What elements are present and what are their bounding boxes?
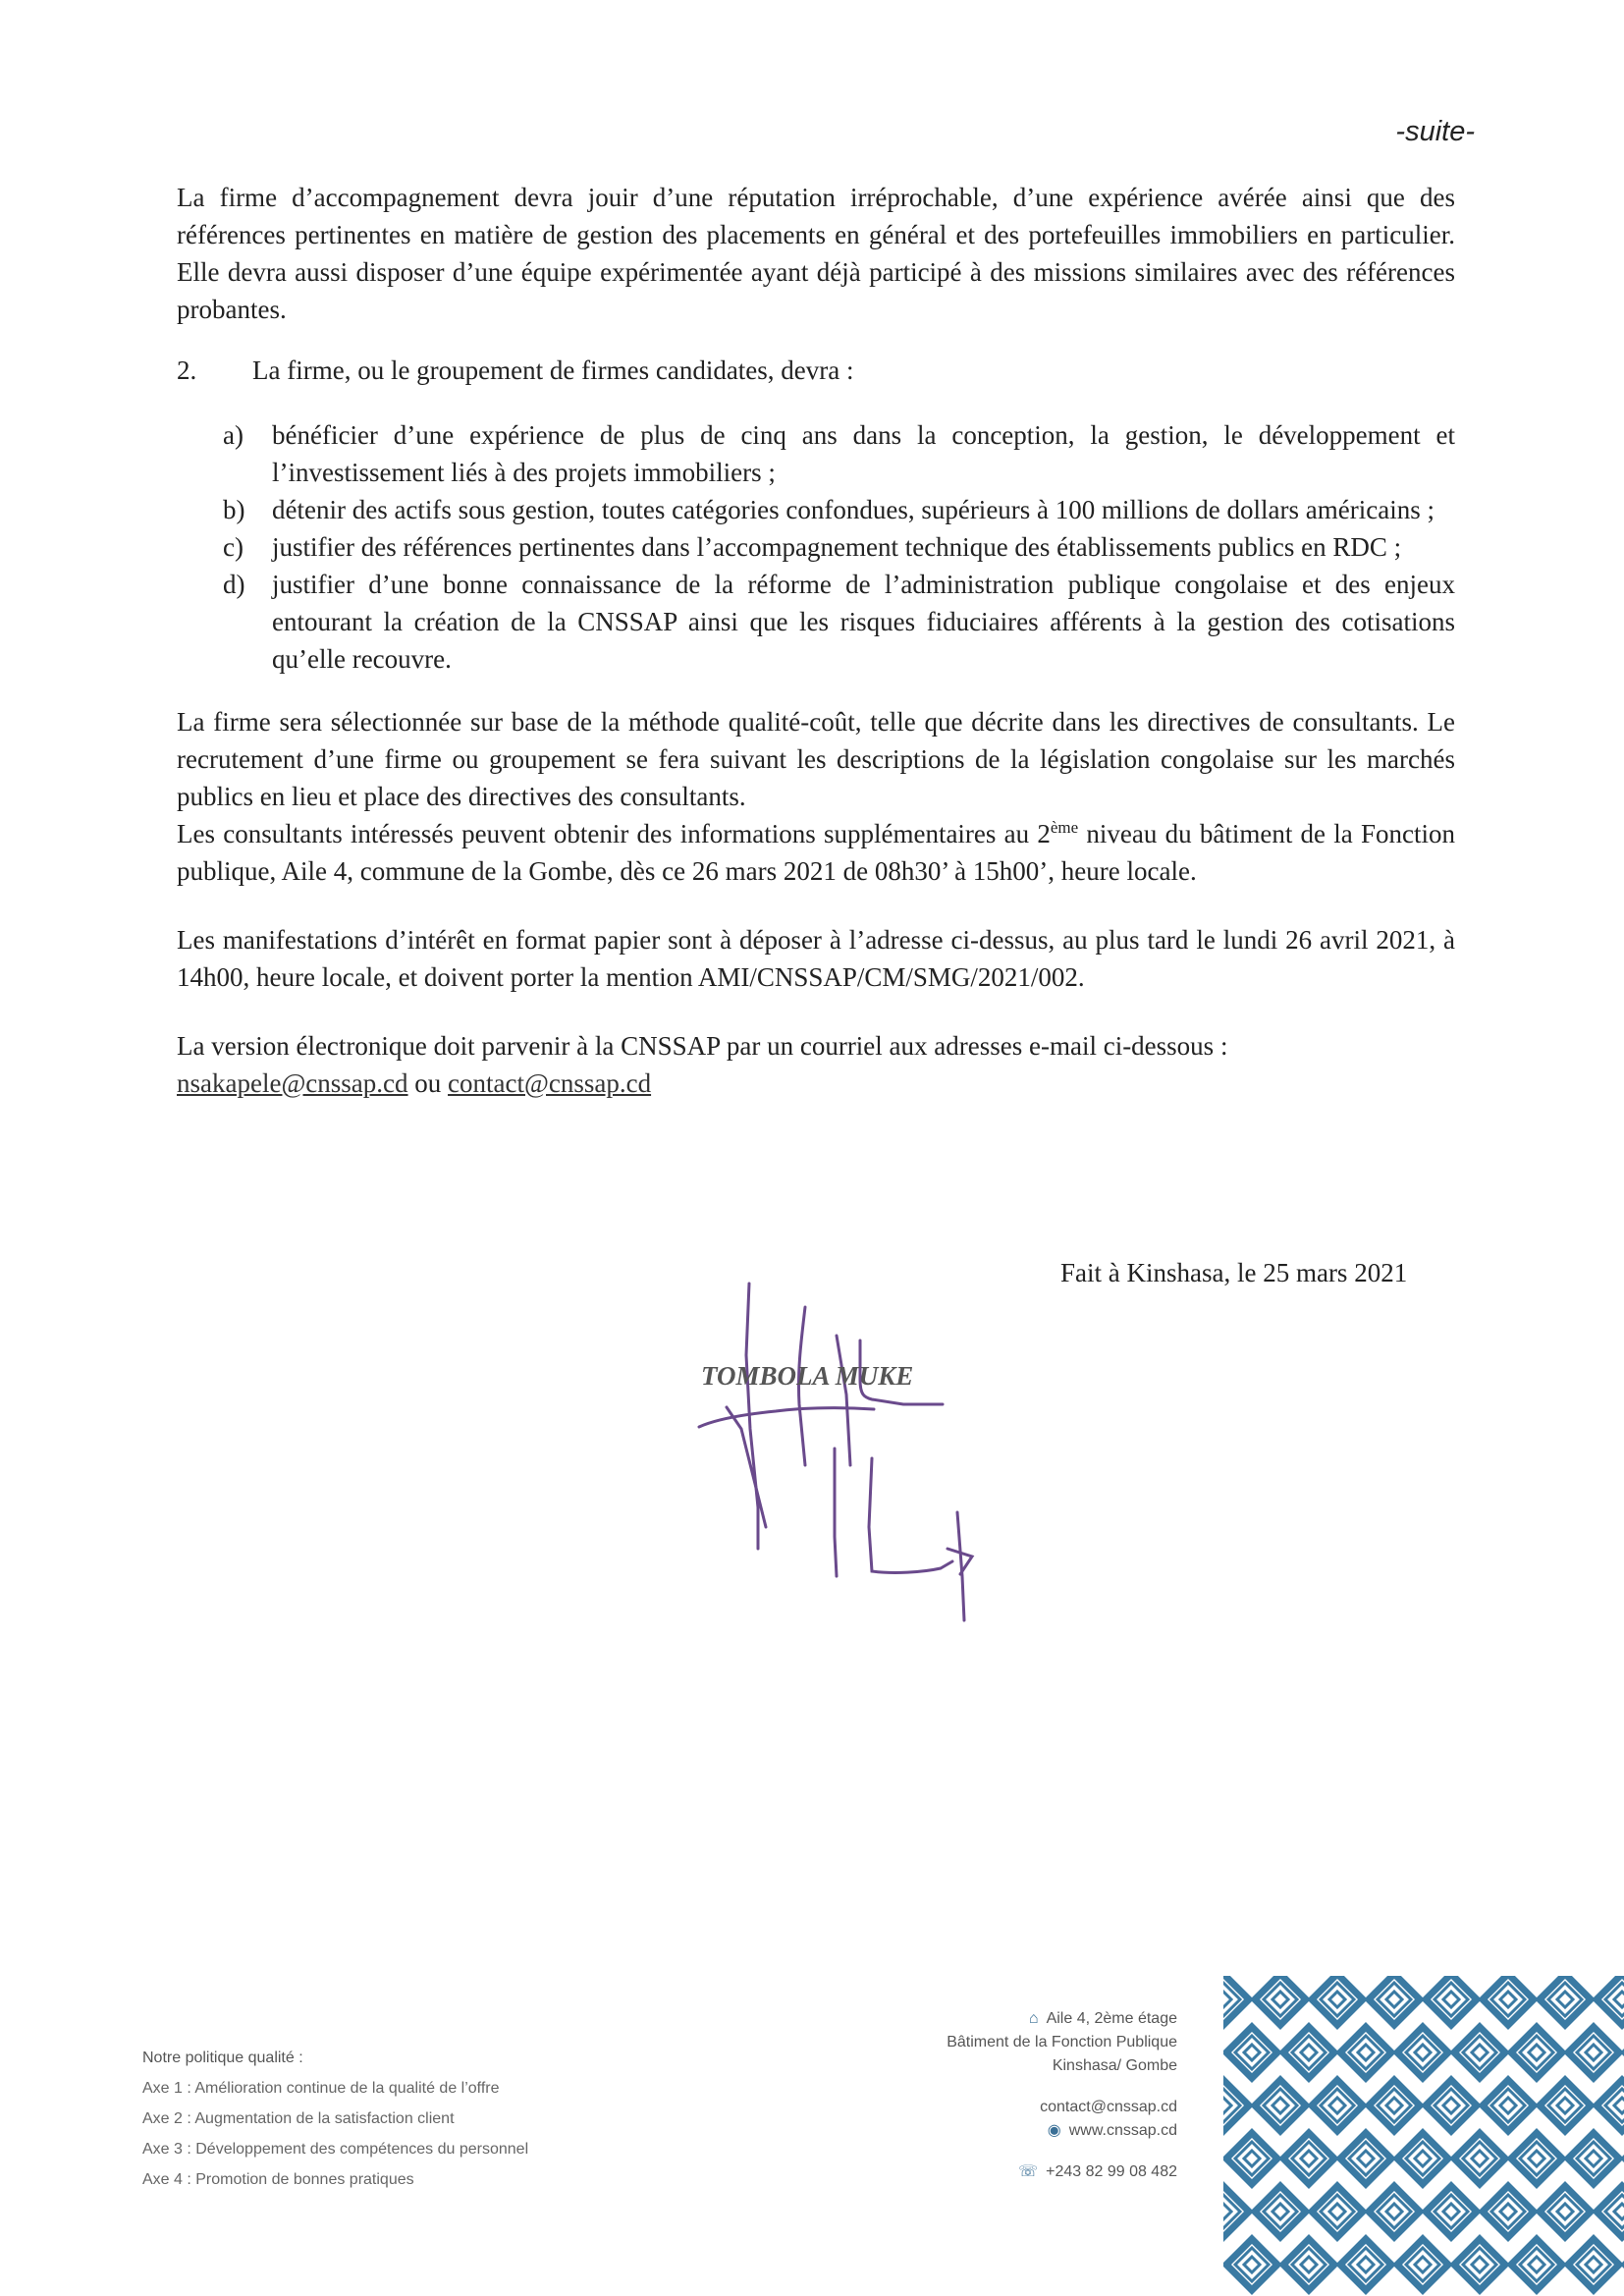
pattern-diamond xyxy=(1301,2257,1317,2272)
pattern-diamond xyxy=(1500,2098,1516,2113)
list-item xyxy=(223,416,1455,491)
numbered-item-2 xyxy=(177,352,1455,389)
pattern-diamond xyxy=(1443,2204,1459,2219)
pattern-diamond xyxy=(1472,2151,1488,2166)
phone: ☏ +243 82 99 08 482 xyxy=(1018,2163,1177,2180)
intro-paragraph: La firme d’accompagnement devra jouir d’une réputation irréprochable, d’une expérience avérée ainsi que des références pertinentes en matière de gestion des placements en général et des portefeuilles immobiliers en particulier. Elle devra aussi disposer d’une équipe expérimentée ayant déjà participé à des missions similaires avec des références probantes. xyxy=(177,183,1455,324)
policy-axis: Axe 1 : Amélioration continue de la qualité de l’offre xyxy=(142,2080,500,2097)
quality-policy xyxy=(142,2043,528,2195)
info-paragraph xyxy=(177,815,1455,890)
pattern-diamond xyxy=(1386,1992,1402,2007)
pattern-diamond xyxy=(1614,1992,1624,2007)
email-link-2[interactable]: contact@cnssap.cd xyxy=(448,1068,652,1098)
electronic-paragraph: La version électronique doit parvenir à la CNSSAP par un courriel aux adresses e-mail ci-dessous : xyxy=(177,1031,1228,1061)
pattern-diamond xyxy=(1244,2151,1260,2166)
address-line: Bâtiment de la Fonction Publique xyxy=(947,2034,1177,2050)
email-line xyxy=(177,1065,1455,1102)
pattern-diamond xyxy=(1500,2204,1516,2219)
pattern-diamond xyxy=(1329,2204,1345,2219)
pattern-diamond xyxy=(1415,2257,1431,2272)
policy-title: Notre politique qualité : xyxy=(142,2050,303,2066)
pattern-diamond xyxy=(1472,2257,1488,2272)
pattern-diamond xyxy=(1529,2257,1544,2272)
pattern-diamond xyxy=(1301,2151,1317,2166)
item-number: 2. xyxy=(177,355,197,385)
pattern-diamond xyxy=(1557,2204,1573,2219)
pattern-diamond xyxy=(1386,2204,1402,2219)
pattern-diamond xyxy=(1244,2045,1260,2060)
pattern-diamond xyxy=(1614,2098,1624,2113)
policy-axis: Axe 2 : Augmentation de la satisfaction client xyxy=(142,2110,455,2127)
handwritten-signature xyxy=(687,1282,1011,1674)
list-text: détenir des actifs sous gestion, toutes catégories confondues, supérieurs à 100 millions de dollars américains ; xyxy=(272,495,1435,524)
signatory-name: TOMBOLA MUKE xyxy=(701,1361,914,1391)
web-block xyxy=(947,2096,1177,2143)
pattern-diamond xyxy=(1223,2204,1231,2219)
pattern-diamond xyxy=(1358,2151,1374,2166)
continuation-marker: -suite- xyxy=(1395,116,1475,147)
superscript: ème xyxy=(1050,818,1079,837)
globe-icon: ◉ xyxy=(1047,2122,1061,2139)
list-item xyxy=(223,491,1455,528)
pattern-diamond xyxy=(1223,2098,1231,2113)
pattern-diamond xyxy=(1272,1992,1288,2007)
info-text-start: Les consultants intéressés peuvent obtenir des informations supplémentaires au 2 xyxy=(177,819,1051,848)
pattern-diamond xyxy=(1301,2045,1317,2060)
pattern-diamond xyxy=(1529,2151,1544,2166)
email-link-1[interactable]: nsakapele@cnssap.cd xyxy=(177,1068,408,1098)
decorative-pattern xyxy=(1223,1976,1624,2296)
pattern-diamond xyxy=(1443,1992,1459,2007)
list-letter: a) xyxy=(223,420,244,450)
address-line: Kinshasa/ Gombe xyxy=(1052,2057,1177,2074)
item-text: La firme, ou le groupement de firmes candidates, devra : xyxy=(252,355,854,385)
pattern-diamond xyxy=(1272,2098,1288,2113)
pattern-diamond xyxy=(1386,2098,1402,2113)
pattern-diamond xyxy=(1500,1992,1516,2007)
pattern-diamond xyxy=(1586,2045,1601,2060)
pattern-diamond xyxy=(1443,2098,1459,2113)
pattern-diamond xyxy=(1415,2151,1431,2166)
pattern-diamond xyxy=(1358,2257,1374,2272)
address-line: ⌂ Aile 4, 2ème étage xyxy=(1028,2010,1177,2027)
address-block xyxy=(947,2007,1177,2078)
place-and-date: Fait à Kinshasa, le 25 mars 2021 xyxy=(1060,1258,1408,1287)
pattern-diamond xyxy=(1329,2098,1345,2113)
pattern-diamond xyxy=(1557,2098,1573,2113)
deposit-paragraph: Les manifestations d’intérêt en format papier sont à déposer à l’adresse ci-dessus, au plus tard le lundi 26 avril 2021, à 14h00, heure locale, et doivent porter la mention AMI/CNSSAP/CM/SMG/2021/002. xyxy=(177,925,1455,992)
contact-block xyxy=(947,2007,1177,2184)
policy-axis: Axe 3 : Développement des compétences du personnel xyxy=(142,2141,529,2158)
pattern-diamond xyxy=(1472,2045,1488,2060)
list-text: justifier d’une bonne connaissance de la réforme de l’administration publique congolaise et des enjeux entourant la création de la CNSSAP ainsi que les risques fiduciaires afférents à la gestion des cotisations qu’elle recouvre. xyxy=(272,570,1455,674)
requirements-list xyxy=(223,416,1455,678)
pattern-diamond xyxy=(1272,2204,1288,2219)
policy-axis: Axe 4 : Promotion de bonnes pratiques xyxy=(142,2171,414,2188)
list-text: bénéficier d’une expérience de plus de cinq ans dans la conception, la gestion, le développement et l’investissement liés à des projets immobiliers ; xyxy=(272,420,1455,487)
list-item xyxy=(223,566,1455,678)
list-letter: d) xyxy=(223,570,245,599)
list-letter: b) xyxy=(223,495,245,524)
pattern-diamond xyxy=(1557,1992,1573,2007)
list-item xyxy=(223,528,1455,566)
pattern-diamond xyxy=(1358,2045,1374,2060)
website[interactable]: ◉ www.cnssap.cd xyxy=(1047,2122,1177,2139)
contact-email[interactable]: contact@cnssap.cd xyxy=(1040,2099,1177,2115)
letter-body xyxy=(177,179,1455,1102)
pattern-diamond xyxy=(1223,1992,1231,2007)
pattern-diamond xyxy=(1244,2257,1260,2272)
pattern-diamond xyxy=(1529,2045,1544,2060)
pattern-diamond xyxy=(1586,2151,1601,2166)
pattern-diamond xyxy=(1586,2257,1601,2272)
home-icon: ⌂ xyxy=(1028,2010,1039,2027)
pattern-diamond xyxy=(1614,2204,1624,2219)
phone-icon: ☏ xyxy=(1018,2163,1039,2180)
pattern-diamond xyxy=(1415,2045,1431,2060)
info-text-end: niveau du bâtiment de la Fonction publique, Aile 4, commune de la Gombe, dès ce 26 mars 2021 de 08h30’ à 15h00’, heure locale. xyxy=(177,819,1455,886)
email-joiner: ou xyxy=(407,1068,449,1098)
list-text: justifier des références pertinentes dans l’accompagnement technique des établissements publics en RDC ; xyxy=(272,532,1402,562)
selection-paragraph: La firme sera sélectionnée sur base de la méthode qualité-coût, telle que décrite dans les directives de consultants. Le recrutement d’une firme ou groupement se fera suivant les descriptions de la législation congolaise sur les marchés publics en lieu et place des directives des consultants. xyxy=(177,707,1455,811)
list-letter: c) xyxy=(223,532,244,562)
pattern-diamond xyxy=(1329,1992,1345,2007)
